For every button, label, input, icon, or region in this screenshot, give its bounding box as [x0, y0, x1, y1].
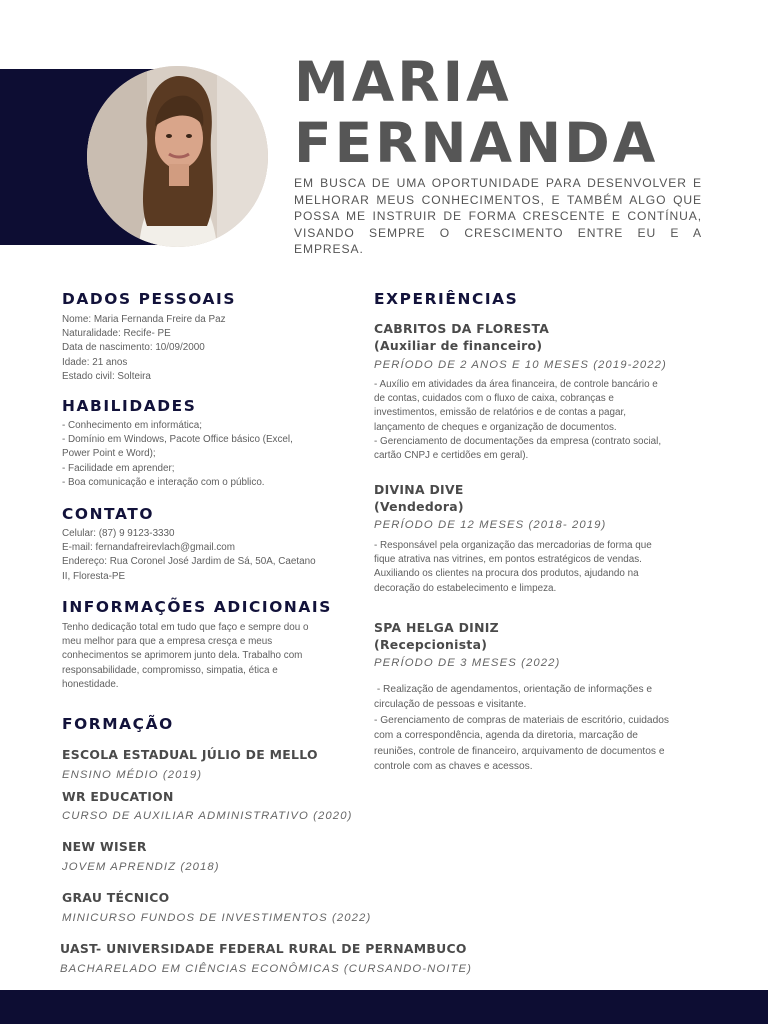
personal-line: Estado civil: Solteira: [62, 370, 151, 382]
job-description: [374, 682, 669, 774]
job-role: (Auxiliar de financeiro): [374, 337, 543, 353]
education-school: ESCOLA ESTADUAL JÚLIO DE MELLO: [62, 747, 318, 762]
job-line: - Auxílio em atividades da área financeira, de controle bancário e: [374, 379, 658, 390]
job-line: investimentos, emissão de relatórios e de contas a pagar,: [374, 407, 626, 419]
skills-list: [62, 419, 293, 490]
education-school: NEW WISER: [62, 839, 147, 854]
skill-line: - Boa comunicação e interação com o público.: [62, 476, 265, 488]
education-course: BACHARELADO EM CIÊNCIAS ECONÔMICAS (CURSANDO-NOITE): [60, 963, 472, 975]
contact-list: [62, 527, 316, 584]
personal-data-heading: DADOS PESSOAIS: [62, 290, 237, 308]
job-line: lançamento de cheques e organização de documentos.: [374, 421, 617, 433]
additional-line: honestidade.: [62, 678, 119, 690]
personal-line: Idade: 21 anos: [62, 356, 128, 368]
contact-address: Endereço: Rua Coronel José Jardim de Sá, 50A, Caetano: [62, 556, 316, 568]
job-line: - Responsável pela organização das mercadorias de forma que: [374, 540, 652, 551]
education-school: GRAU TÉCNICO: [62, 890, 170, 905]
profile-photo: [87, 66, 268, 247]
education-school: UAST- UNIVERSIDADE FEDERAL RURAL DE PERNAMBUCO: [60, 941, 467, 956]
job-line: circulação de pessoas e visitante.: [374, 699, 527, 711]
candidate-name: [294, 52, 734, 174]
personal-data-list: [62, 313, 226, 384]
job-description: [374, 539, 652, 596]
job-line: Auxiliando os clientes na procura dos produtos, ajudando na: [374, 568, 639, 580]
job-company: CABRITOS DA FLORESTA: [374, 321, 550, 336]
contact-heading: CONTATO: [62, 505, 155, 523]
contact-phone: Celular: (87) 9 9123-3330: [62, 528, 175, 539]
skill-line: - Conhecimento em informática;: [62, 420, 202, 431]
education-course: JOVEM APRENDIZ (2018): [62, 861, 220, 873]
additional-line: meu melhor para que a empresa cresça e meus: [62, 636, 273, 648]
first-name: MARIA: [294, 50, 512, 114]
job-company: SPA HELGA DINIZ: [374, 620, 499, 635]
additional-line: conhecimentos se aprimorem junto dela. Trabalho com: [62, 650, 303, 662]
experience-heading: EXPERIÊNCIAS: [374, 290, 519, 308]
job-line: decoração do estabelecimento e limpeza.: [374, 582, 557, 594]
education-course: MINICURSO FUNDOS DE INVESTIMENTOS (2022): [62, 912, 372, 924]
skill-line: - Facilidade em aprender;: [62, 462, 175, 474]
skill-line: - Domínio em Windows, Pacote Office básico (Excel,: [62, 434, 293, 446]
job-entry-header: [374, 620, 499, 653]
job-line: fique atrativa nas vitrines, em pontos estratégicos de vendas.: [374, 554, 642, 566]
career-objective: EM BUSCA DE UMA OPORTUNIDADE PARA DESENVOLVER E MELHORAR MEUS CONHECIMENTOS, E TAMBÉM ALGO QUE POSSA ME INSTRUIR DE FORMA CRESCENTE E CONTÍNUA, VISANDO SEMPRE O CRESCIMENTO ENTRE EU E A EMPRESA.: [294, 176, 702, 256]
job-description: [374, 378, 661, 463]
job-role: (Vendedora): [374, 498, 464, 514]
job-line: com a correspondência, agenda da diretoria, marcação de: [374, 730, 638, 742]
additional-line: Tenho dedicação total em tudo que faço e sempre dou o: [62, 622, 309, 633]
job-line: - Gerenciamento de documentações da empresa (contrato social,: [374, 435, 662, 447]
footer-bar: [0, 990, 768, 1024]
personal-line: Naturalidade: Recife- PE: [62, 328, 171, 340]
education-heading: FORMAÇÃO: [62, 715, 174, 733]
job-entry-header: [374, 482, 464, 515]
job-line: - Gerenciamento de compras de materiais de escritório, cuidados: [374, 714, 670, 726]
additional-info-text: [62, 621, 309, 692]
job-line: cartão CNPJ e certidões em geral).: [374, 450, 529, 462]
job-period: PERÍODO DE 3 MESES (2022): [374, 657, 561, 669]
contact-address-cont: II, Floresta-PE: [62, 570, 126, 582]
skills-heading: HABILIDADES: [62, 397, 197, 415]
job-line: de contas, cuidados com o fluxo de caixa, cobranças e: [374, 393, 614, 405]
education-school: WR EDUCATION: [62, 789, 174, 804]
personal-line: Nome: Maria Fernanda Freire da Paz: [62, 314, 226, 325]
education-course: ENSINO MÉDIO (2019): [62, 769, 203, 781]
additional-info-heading: INFORMAÇÕES ADICIONAIS: [62, 598, 332, 616]
job-company: DIVINA DIVE: [374, 482, 464, 497]
job-entry-header: [374, 321, 549, 354]
job-period: PERÍODO DE 2 ANOS E 10 MESES (2019-2022): [374, 359, 667, 371]
contact-email: E-mail: fernandafreirevlach@gmail.com: [62, 542, 236, 554]
additional-line: responsabilidade, compromisso, simpatia, ética e: [62, 664, 278, 676]
job-role: (Recepcionista): [374, 636, 488, 652]
job-line: reuniões, controle de financeiro, arquivamento de documentos e: [374, 745, 665, 757]
personal-line: Data de nascimento: 10/09/2000: [62, 342, 205, 354]
skill-line: Power Point e Word);: [62, 448, 156, 460]
job-line: - Realização de agendamentos, orientação de informações e: [374, 684, 653, 695]
education-course: CURSO DE AUXILIAR ADMINISTRATIVO (2020): [62, 810, 353, 822]
job-period: PERÍODO DE 12 MESES (2018- 2019): [374, 519, 607, 531]
last-name: FERNANDA: [294, 111, 659, 175]
job-line: controle com as chaves e acessos.: [374, 761, 533, 773]
